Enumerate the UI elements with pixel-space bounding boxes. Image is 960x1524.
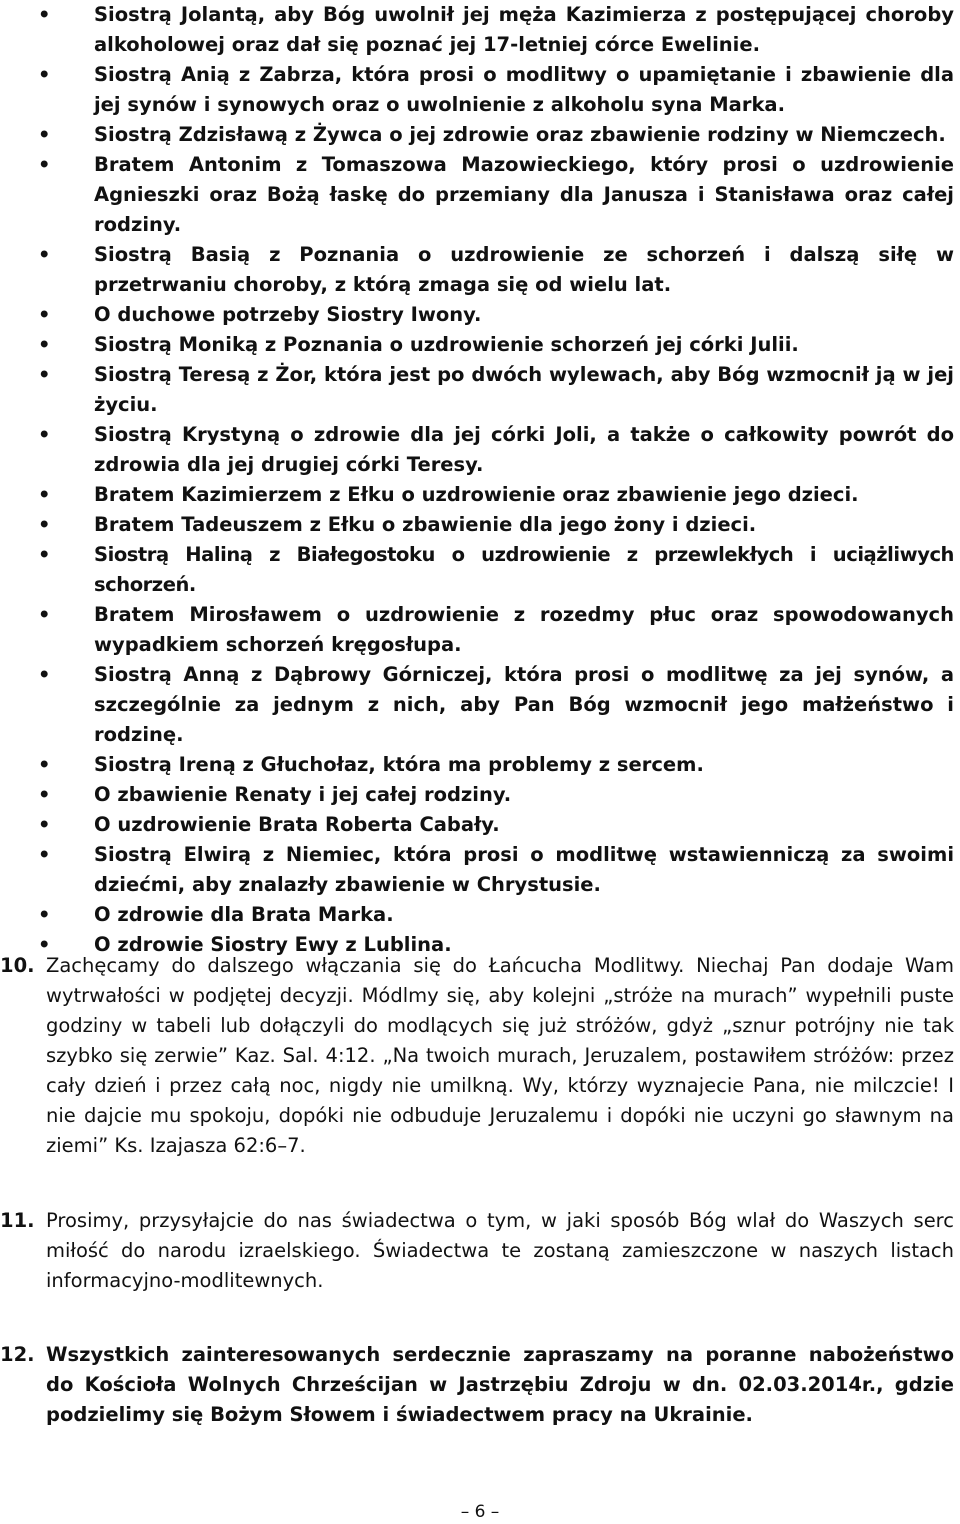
bullet-icon: • — [38, 483, 51, 506]
bullet-icon: • — [38, 63, 51, 86]
list-item-text: Siostrą Haliną z Białegostoku o uzdrowienie z przewlekłych i uciążliwych schorzeń. — [94, 543, 954, 596]
list-item-text: O duchowe potrzeby Siostry Iwony. — [94, 303, 482, 326]
list-item-text: Siostrą Elwirą z Niemiec, która prosi o modlitwę wstawienniczą za swoimi dziećmi, aby znalazły zbawienie w Chrystusie. — [94, 843, 954, 896]
point-number: 12. — [0, 1343, 35, 1366]
bullet-icon: • — [38, 933, 51, 956]
bullet-icon: • — [38, 783, 51, 806]
bullet-icon: • — [38, 333, 51, 356]
page-number: – 6 – — [460, 1502, 500, 1522]
list-item-text: O uzdrowienie Brata Roberta Cabały. — [94, 813, 500, 836]
list-item — [0, 600, 960, 660]
list-item-text: Siostrą Ireną z Głuchołaz, która ma problemy z sercem. — [94, 753, 704, 776]
bullet-icon: • — [38, 363, 51, 386]
point-number: 10. — [0, 954, 35, 977]
bullet-icon: • — [38, 243, 51, 266]
list-item — [0, 480, 960, 510]
list-item-text: Siostrą Zdzisławą z Żywca o jej zdrowie oraz zbawienie rodziny w Niemczech. — [94, 123, 946, 146]
list-item — [0, 60, 960, 120]
list-item-text: Siostrą Basią z Poznania o uzdrowienie ze schorzeń i dalszą siłę w przetrwaniu choroby, z którą zmaga się od wielu lat. — [94, 243, 954, 296]
bullet-icon: • — [38, 513, 51, 536]
list-item-text: Siostrą Jolantą, aby Bóg uwolnił jej męża Kazimierza z postępującej choroby alkoholowej oraz dał się poznać jej 17-letniej córce Ewelinie. — [94, 3, 954, 56]
list-item — [0, 360, 960, 420]
list-item — [0, 780, 960, 810]
list-item-text: Siostrą Anną z Dąbrowy Górniczej, która prosi o modlitwę za jej synów, a szczególnie za jednym z nich, aby Pan Bóg wzmocnił jego małżeństwo i rodzinę. — [94, 663, 954, 746]
bullet-icon: • — [38, 423, 51, 446]
list-item-text: Bratem Kazimierzem z Ełku o uzdrowienie oraz zbawienie jego dzieci. — [94, 483, 859, 506]
list-item-text: O zbawienie Renaty i jej całej rodziny. — [94, 783, 512, 806]
bullet-icon: • — [38, 843, 51, 866]
list-item — [0, 330, 960, 360]
bullet-icon: • — [38, 903, 51, 926]
bullet-icon: • — [38, 303, 51, 326]
list-item — [0, 420, 960, 480]
point-12 — [0, 1340, 960, 1430]
list-item — [0, 750, 960, 780]
list-item — [0, 300, 960, 330]
list-item — [0, 810, 960, 840]
list-item-text: Siostrą Moniką z Poznania o uzdrowienie schorzeń jej córki Julii. — [94, 333, 799, 356]
list-item — [0, 900, 960, 930]
point-11 — [0, 1206, 960, 1296]
list-item — [0, 0, 960, 60]
list-item — [0, 660, 960, 750]
list-item-text: Bratem Mirosławem o uzdrowienie z rozedmy płuc oraz spowodowanych wypadkiem schorzeń kręgosłupa. — [94, 603, 954, 656]
list-item — [0, 240, 960, 300]
list-item-text: Siostrą Krystyną o zdrowie dla jej córki Joli, a także o całkowity powrót do zdrowia dla jej drugiej córki Teresy. — [94, 423, 954, 476]
bullet-icon: • — [38, 123, 51, 146]
bullet-icon: • — [38, 663, 51, 686]
list-item-text: O zdrowie Siostry Ewy z Lublina. — [94, 933, 452, 956]
list-item — [0, 120, 960, 150]
list-item-text: O zdrowie dla Brata Marka. — [94, 903, 394, 926]
list-item-text: Bratem Tadeuszem z Ełku o zbawienie dla jego żony i dzieci. — [94, 513, 757, 536]
point-text: Prosimy, przysyłajcie do nas świadectwa o tym, w jaki sposób Bóg wlał do Waszych serc miłość do narodu izraelskiego. Świadectwa te zostaną zamieszczone w naszych listach informacyjno-modlitewnych. — [46, 1209, 954, 1292]
point-text: Zachęcamy do dalszego włączania się do Łańcucha Modlitwy. Niechaj Pan dodaje Wam wytrwałości w podjętej decyzji. Módlmy się, aby kolejni „stróże na murach” wypełnili puste godziny w tabeli lub dołączyli do modlących się już stróżów, gdyż „sznur potrójny nie tak szybko się zerwie” Kaz. Sal. 4:12. „Na twoich murach, Jeruzalem, postawiłem stróżów: przez cały dzień i przez całą noc, nigdy nie umilkną. Wy, którzy wyznajecie Pana, nie milczcie! I nie dajcie mu spokoju, dopóki nie odbuduje Jeruzalemu i dopóki nie uczyni go sławnym na ziemi” Ks. Izajasza 62:6–7. — [46, 954, 954, 1157]
list-item — [0, 150, 960, 240]
list-item — [0, 510, 960, 540]
bullet-icon: • — [38, 753, 51, 776]
bullet-icon: • — [38, 543, 51, 566]
bullet-icon: • — [38, 3, 51, 26]
point-text: Wszystkich zainteresowanych serdecznie zapraszamy na poranne nabożeństwo do Kościoła Wolnych Chrześcijan w Jastrzębiu Zdroju w dn. 02.03.2014r., gdzie podzielimy się Bożym Słowem i świadectwem pracy na Ukrainie. — [46, 1343, 954, 1426]
list-item-text: Bratem Antonim z Tomaszowa Mazowieckiego, który prosi o uzdrowienie Agnieszki oraz Bożą łaskę do przemiany dla Janusza i Stanisława oraz całej rodziny. — [94, 153, 954, 236]
list-item — [0, 540, 960, 600]
list-item — [0, 840, 960, 900]
point-number: 11. — [0, 1209, 35, 1232]
bullet-icon: • — [38, 813, 51, 836]
bullet-icon: • — [38, 153, 51, 176]
list-item-text: Siostrą Teresą z Żor, która jest po dwóch wylewach, aby Bóg wzmocnił ją w jej życiu. — [94, 363, 954, 416]
list-item-text: Siostrą Anią z Zabrza, która prosi o modlitwy o upamiętanie i zbawienie dla jej synów i synowych oraz o uwolnienie z alkoholu syna Marka. — [94, 63, 954, 116]
point-10 — [0, 951, 960, 1161]
bullet-icon: • — [38, 603, 51, 626]
